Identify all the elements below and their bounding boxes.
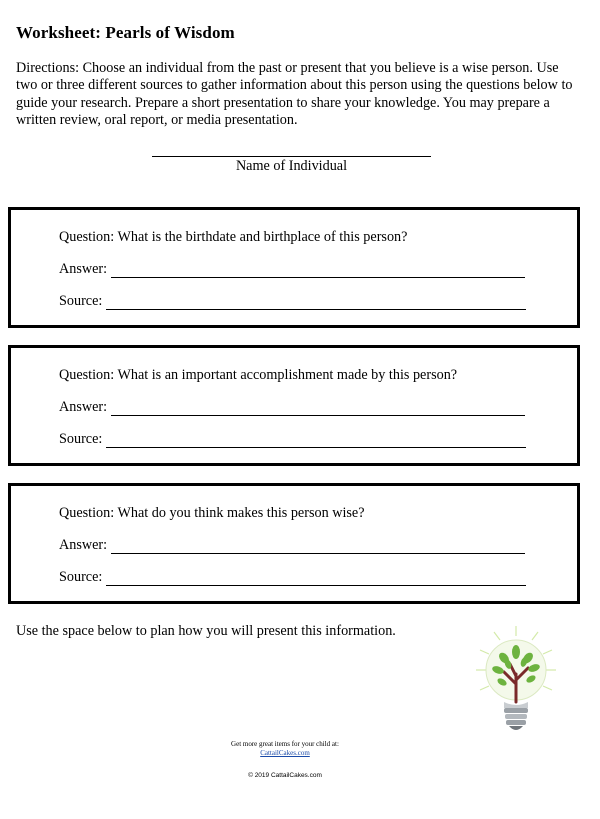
footer-promo: Get more great items for your child at: bbox=[231, 740, 339, 748]
answer-label: Answer: bbox=[59, 537, 108, 553]
answer-line[interactable] bbox=[111, 401, 525, 416]
answer-row bbox=[59, 537, 525, 554]
source-line[interactable] bbox=[106, 571, 526, 586]
plan-instructions: Use the space below to plan how you will present this information. bbox=[16, 623, 396, 639]
source-line[interactable] bbox=[106, 433, 526, 448]
source-label: Source: bbox=[59, 431, 103, 447]
source-row bbox=[59, 293, 526, 310]
answer-row bbox=[59, 399, 525, 416]
answer-line[interactable] bbox=[111, 263, 525, 278]
answer-label: Answer: bbox=[59, 399, 108, 415]
name-line[interactable] bbox=[152, 156, 431, 157]
answer-line[interactable] bbox=[111, 539, 525, 554]
question-text: Question: What do you think makes this person wise? bbox=[59, 505, 365, 521]
source-line[interactable] bbox=[106, 295, 526, 310]
source-row bbox=[59, 569, 526, 586]
name-label: Name of Individual bbox=[235, 158, 348, 174]
question-row bbox=[59, 367, 457, 384]
question-row bbox=[59, 229, 407, 246]
question-text: Question: What is the birthdate and birthplace of this person? bbox=[59, 229, 408, 245]
directions-text: Directions: Choose an individual from the past or present that you believe is a wise person. Use two or three different sources to gather information about this person using the questions below to guide your research. Prepare a short presentation to share your knowledge. You may prepare a written review, oral report, or media presentation. bbox=[16, 60, 573, 129]
question-text: Question: What is an important accomplishment made by this person? bbox=[59, 367, 458, 383]
answer-row bbox=[59, 261, 525, 278]
lightbulb-tree-icon bbox=[474, 624, 558, 740]
source-label: Source: bbox=[59, 569, 103, 585]
footer-link[interactable]: CattailCakes.com bbox=[260, 749, 310, 757]
footer-copyright: © 2019 CattailCakes.com bbox=[248, 772, 322, 779]
worksheet-title: Worksheet: Pearls of Wisdom bbox=[16, 23, 235, 42]
question-row bbox=[59, 505, 365, 522]
answer-label: Answer: bbox=[59, 261, 108, 277]
source-row bbox=[59, 431, 526, 448]
question-box-2 bbox=[8, 345, 580, 466]
question-box-3 bbox=[8, 483, 580, 604]
source-label: Source: bbox=[59, 293, 103, 309]
question-box-1 bbox=[8, 207, 580, 328]
